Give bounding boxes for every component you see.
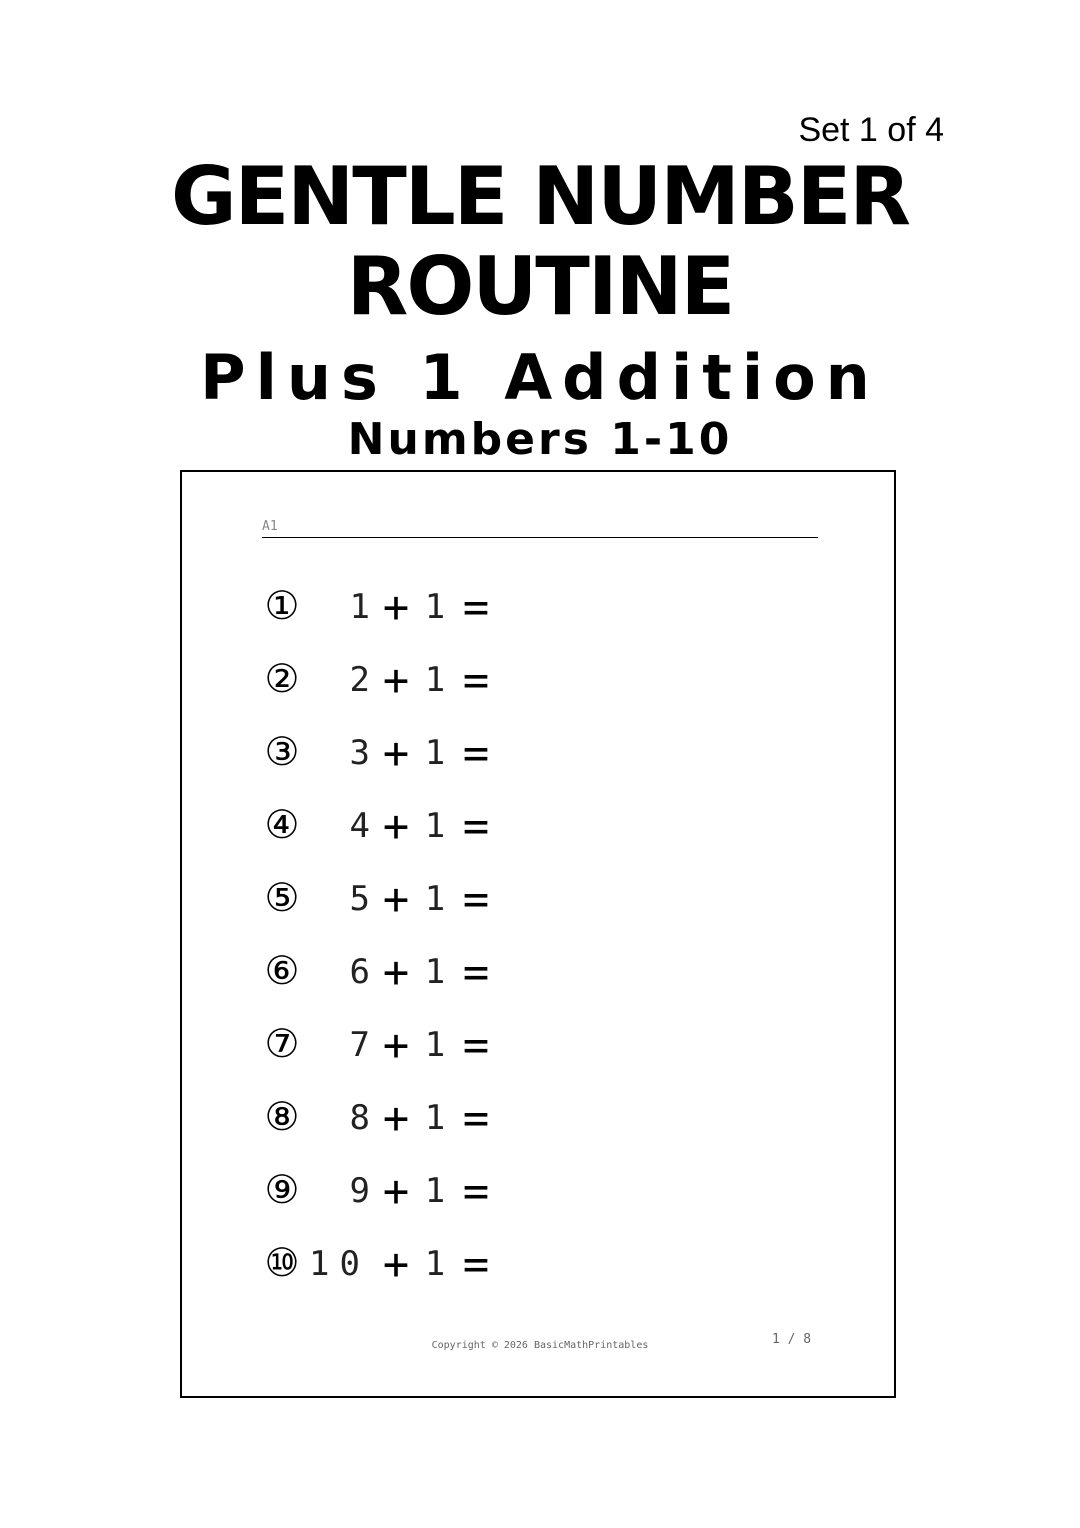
plus-sign: +	[382, 946, 410, 998]
addend-a: 6	[349, 952, 370, 992]
copyright-notice: Copyright © 2026 BasicMathPrintables	[431, 1340, 649, 1351]
problem-row	[262, 946, 490, 998]
plus-sign: +	[382, 1165, 410, 1217]
addend-b: 1	[424, 1025, 446, 1065]
plus-sign: +	[382, 800, 410, 852]
problem-expression	[324, 1020, 504, 1070]
addend-a: 4	[349, 806, 370, 846]
sheet-id: A1	[262, 519, 278, 534]
addend-a: 2	[349, 660, 370, 700]
addend-a: 7	[349, 1025, 370, 1065]
equals-sign: =	[462, 1165, 490, 1217]
equals-sign: =	[462, 581, 490, 633]
title-line-2: ROUTINE	[346, 240, 734, 333]
problem-row	[262, 1165, 490, 1217]
problem-expression	[324, 728, 504, 778]
plus-sign: +	[382, 581, 410, 633]
plus-sign: +	[382, 727, 410, 779]
equals-sign: =	[462, 654, 490, 706]
plus-sign: +	[382, 654, 410, 706]
equals-sign: =	[462, 873, 490, 925]
problem-row	[262, 1092, 490, 1144]
addend-b: 1	[424, 952, 446, 992]
problem-row	[262, 800, 490, 852]
problem-number: ②	[264, 657, 300, 702]
page-subtitle: Plus 1 Addition	[200, 341, 880, 414]
number-range: Numbers 1-10	[347, 414, 733, 465]
equals-sign: =	[462, 946, 490, 998]
plus-sign: +	[382, 1019, 410, 1071]
problem-row	[262, 727, 490, 779]
addend-b: 1	[424, 1244, 446, 1284]
problem-expression	[324, 655, 504, 705]
problem-number: ⑧	[264, 1095, 300, 1140]
problem-expression	[324, 1093, 504, 1143]
problem-number: ⑦	[264, 1022, 300, 1067]
addend-a: 9	[349, 1171, 370, 1211]
addend-a: 5	[349, 879, 370, 919]
problem-row	[262, 654, 490, 706]
addend-b: 1	[424, 660, 446, 700]
problem-row	[262, 1238, 490, 1290]
addend-a: 10	[309, 1244, 370, 1284]
addend-b: 1	[424, 879, 446, 919]
addend-a: 1	[349, 587, 370, 627]
equals-sign: =	[462, 1019, 490, 1071]
page-title	[0, 152, 1080, 332]
problem-number: ⑤	[264, 876, 300, 921]
page-indicator: 1 / 8	[772, 1332, 812, 1347]
addend-b: 1	[424, 1171, 446, 1211]
problem-expression	[324, 582, 504, 632]
plus-sign: +	[382, 1092, 410, 1144]
title-line-1: GENTLE NUMBER	[170, 150, 910, 243]
set-label: Set 1 of 4	[798, 111, 944, 149]
problem-expression	[309, 1238, 504, 1290]
name-line	[262, 537, 818, 538]
problem-row	[262, 1019, 490, 1071]
equals-sign: =	[462, 800, 490, 852]
worksheet-preview	[180, 470, 896, 1398]
equals-sign: =	[462, 1238, 490, 1290]
plus-sign: +	[382, 1238, 410, 1290]
equals-sign: =	[462, 1092, 490, 1144]
problem-number: ①	[264, 584, 300, 629]
problem-number: ⑥	[264, 949, 300, 994]
problem-number: ⑩	[264, 1241, 300, 1286]
addend-b: 1	[424, 733, 446, 773]
addend-a: 3	[349, 733, 370, 773]
problem-row	[262, 873, 490, 925]
problem-number: ④	[264, 803, 300, 848]
problem-number: ③	[264, 730, 300, 775]
problem-expression	[324, 801, 504, 851]
addend-b: 1	[424, 587, 446, 627]
plus-sign: +	[382, 873, 410, 925]
problem-number: ⑨	[264, 1168, 300, 1213]
problem-expression	[324, 874, 504, 924]
problem-row	[262, 581, 490, 633]
addend-b: 1	[424, 806, 446, 846]
equals-sign: =	[462, 727, 490, 779]
addend-a: 8	[349, 1098, 370, 1138]
problem-expression	[324, 947, 504, 997]
addend-b: 1	[424, 1098, 446, 1138]
problem-expression	[324, 1166, 504, 1216]
